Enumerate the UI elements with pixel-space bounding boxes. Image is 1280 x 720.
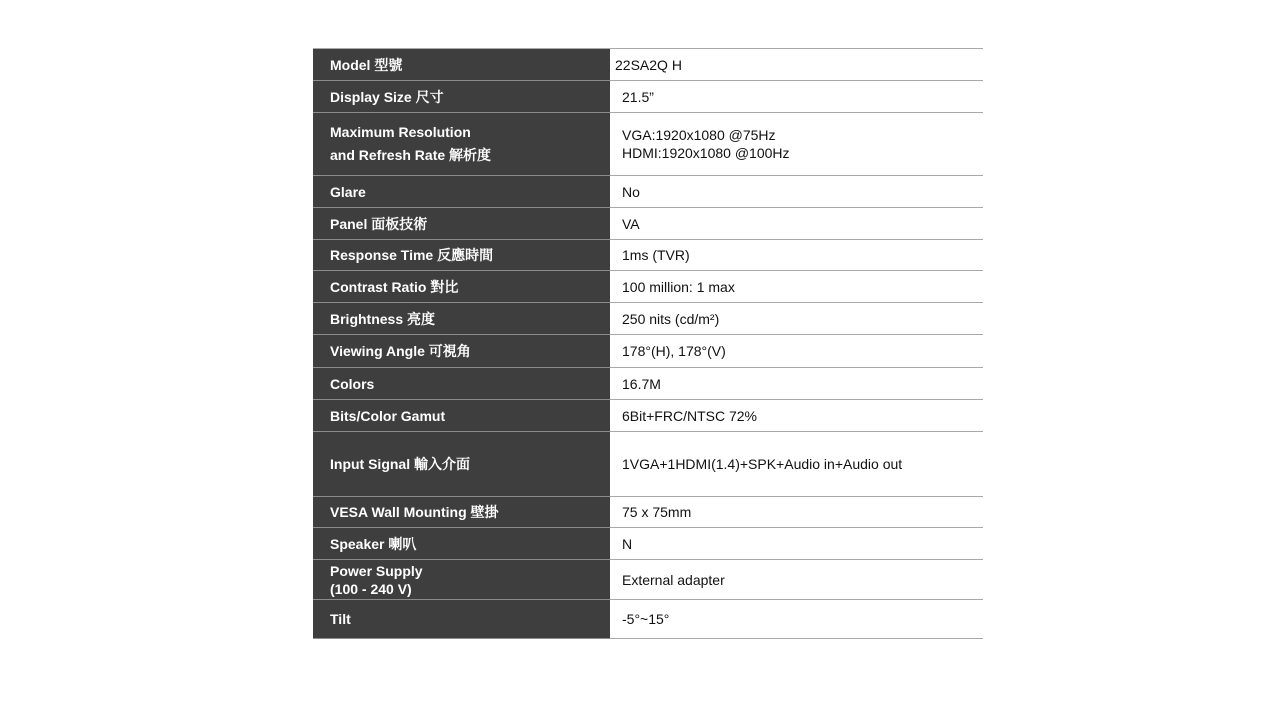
spec-row-input-signal <box>313 432 983 497</box>
spec-table-body <box>313 49 983 639</box>
spec-label-speaker <box>313 528 610 560</box>
spec-label-text: Speaker 喇叭 <box>330 535 417 552</box>
spec-row-speaker <box>313 528 983 560</box>
spec-value-brightness <box>610 303 983 335</box>
spec-label-text: Viewing Angle 可視角 <box>330 343 471 359</box>
spec-label-contrast-ratio <box>313 271 610 303</box>
spec-value-text: N <box>622 535 633 552</box>
spec-label-tilt <box>313 600 610 639</box>
spec-value-text: 178°(H), 178°(V) <box>622 343 726 359</box>
spec-value-text: 16.7M <box>622 375 661 392</box>
spec-label-bits-color-gamut <box>313 400 610 432</box>
spec-value-display-size <box>610 81 983 113</box>
spec-row-bits-color-gamut <box>313 400 983 432</box>
spec-label-input-signal <box>313 432 610 497</box>
spec-value-text: 6Bit+FRC/NTSC 72% <box>622 407 757 424</box>
spec-value-power-supply <box>610 560 983 600</box>
spec-label-colors <box>313 368 610 400</box>
spec-row-max-resolution <box>313 113 983 176</box>
spec-value-speaker <box>610 528 983 560</box>
spec-label-panel <box>313 208 610 240</box>
spec-row-brightness <box>313 303 983 335</box>
spec-row-tilt <box>313 600 983 639</box>
spec-label-text: Panel 面板技術 <box>330 215 428 232</box>
spec-value-text: 22SA2Q H <box>615 56 682 73</box>
spec-value-text: External adapter <box>622 571 725 588</box>
spec-row-glare <box>313 176 983 208</box>
spec-label-text: Glare <box>330 183 366 200</box>
spec-value-model <box>610 49 983 81</box>
spec-label-text: Maximum Resolution <box>330 124 471 140</box>
spec-value-text: 1ms (TVR) <box>622 247 690 263</box>
spec-label-text: Response Time 反應時間 <box>330 247 494 263</box>
spec-value-response-time <box>610 240 983 271</box>
spec-value-bits-color-gamut <box>610 400 983 432</box>
spec-label-text: Bits/Color Gamut <box>330 407 446 424</box>
spec-label-text: Tilt <box>330 611 351 627</box>
spec-row-viewing-angle <box>313 335 983 368</box>
spec-label-vesa-wall-mounting <box>313 497 610 528</box>
spec-label-viewing-angle <box>313 335 610 368</box>
spec-label-brightness <box>313 303 610 335</box>
spec-label-display-size <box>313 81 610 113</box>
spec-value-text: VA <box>622 215 640 232</box>
spec-label-text: and Refresh Rate 解析度 <box>330 147 492 163</box>
spec-row-model <box>313 49 983 81</box>
spec-row-power-supply <box>313 560 983 600</box>
spec-table <box>313 48 983 639</box>
spec-value-text: 21.5” <box>622 88 654 105</box>
spec-label-power-supply <box>313 560 610 600</box>
spec-value-text: HDMI:1920x1080 @100Hz <box>622 145 790 161</box>
spec-value-text: 1VGA+1HDMI(1.4)+SPK+Audio in+Audio out <box>622 456 903 472</box>
spec-row-display-size <box>313 81 983 113</box>
spec-row-response-time <box>313 240 983 271</box>
spec-value-glare <box>610 176 983 208</box>
spec-label-glare <box>313 176 610 208</box>
spec-value-max-resolution <box>610 113 983 176</box>
spec-value-text: 250 nits (cd/m²) <box>622 310 720 327</box>
spec-row-vesa-wall-mounting <box>313 497 983 528</box>
spec-label-text: Brightness 亮度 <box>330 310 436 327</box>
spec-label-model <box>313 49 610 81</box>
spec-label-max-resolution <box>313 113 610 176</box>
spec-label-text: Contrast Ratio 對比 <box>330 278 459 295</box>
spec-label-text: Display Size 尺寸 <box>330 88 444 105</box>
spec-label-text: (100 - 240 V) <box>330 580 412 597</box>
spec-label-text: Model 型號 <box>330 56 403 73</box>
spec-value-contrast-ratio <box>610 271 983 303</box>
spec-label-response-time <box>313 240 610 271</box>
spec-label-text: Power Supply <box>330 562 423 579</box>
spec-label-text: VESA Wall Mounting 壁掛 <box>330 504 499 520</box>
spec-value-text: -5°~15° <box>622 611 670 627</box>
spec-row-panel <box>313 208 983 240</box>
spec-value-panel <box>610 208 983 240</box>
spec-value-vesa-wall-mounting <box>610 497 983 528</box>
spec-label-text: Colors <box>330 375 375 392</box>
spec-value-text: VGA:1920x1080 @75Hz <box>622 127 776 143</box>
spec-value-tilt <box>610 600 983 639</box>
spec-label-text: Input Signal 輸入介面 <box>330 456 470 472</box>
spec-value-viewing-angle <box>610 335 983 368</box>
spec-row-colors <box>313 368 983 400</box>
spec-value-input-signal <box>610 432 983 497</box>
spec-value-text: 100 million: 1 max <box>622 278 735 295</box>
spec-value-text: 75 x 75mm <box>622 504 692 520</box>
spec-row-contrast-ratio <box>313 271 983 303</box>
spec-value-colors <box>610 368 983 400</box>
spec-value-text: No <box>622 183 640 200</box>
